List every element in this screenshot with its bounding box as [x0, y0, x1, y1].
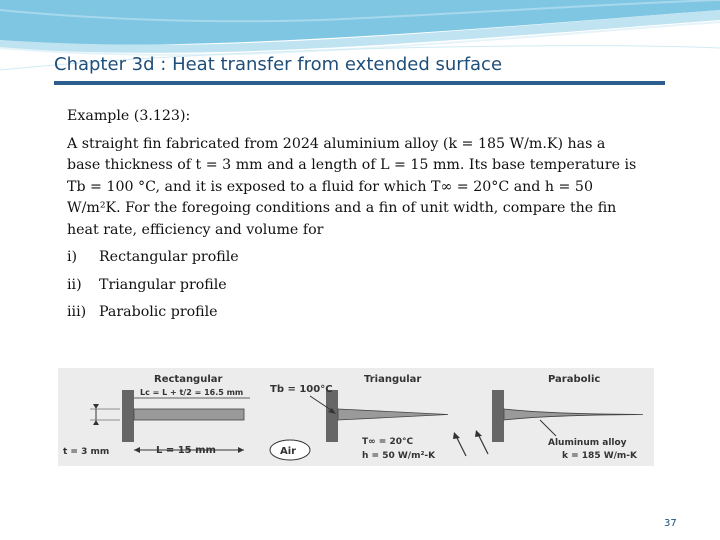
list-item — [67, 302, 637, 330]
conductivity-label: k = 185 W/m-K — [562, 451, 638, 461]
rectangular-fin-shape — [134, 409, 244, 420]
slide-body — [67, 106, 637, 330]
length-arrow-left-icon — [134, 447, 140, 453]
list-number: i) — [67, 249, 78, 265]
page-number: 37 — [664, 518, 677, 529]
alloy-pointer — [540, 420, 556, 436]
header-swoosh-decoration — [0, 0, 720, 90]
thickness-arrow-icon — [93, 420, 99, 425]
tri-fin-base-wall — [326, 390, 338, 442]
air-label: Air — [280, 446, 297, 457]
list-label: Parabolic profile — [99, 304, 218, 320]
example-heading: Example (3.123): — [67, 108, 191, 124]
convection-coeff-label: h = 50 W/m²-K — [362, 451, 436, 461]
length-arrow-right-icon — [238, 447, 244, 453]
alloy-label: Aluminum alloy — [548, 438, 627, 448]
fluid-temp-label: T∞ = 20°C — [362, 437, 414, 447]
parabolic-fin-shape — [504, 409, 643, 420]
list-number: ii) — [67, 276, 82, 293]
list-item — [67, 275, 637, 303]
list-label: Triangular profile — [99, 276, 227, 293]
flow-arrow-head-icon — [453, 432, 460, 439]
profile-list — [67, 247, 637, 330]
list-label: Rectangular profile — [99, 249, 239, 265]
triangular-label: Triangular — [364, 374, 422, 385]
thickness-label: t = 3 mm — [63, 447, 110, 457]
list-item — [67, 247, 637, 275]
title-divider — [54, 81, 665, 85]
thickness-arrow-icon — [93, 404, 99, 409]
fluid-flow-arrows-icon — [456, 434, 488, 456]
slide-title: Chapter 3d : Heat transfer from extended surface — [54, 54, 503, 75]
base-temp-label: Tb = 100°C — [270, 384, 333, 395]
problem-statement: A straight fin fabricated from 2024 aluminium alloy (k = 185 W/m.K) has a base thickness of t = 3 mm and a length of L = 15 mm. Its base temperature is Tb = 100 °C, and it is exposed to a fluid for which T∞ = 20°C and h = 50 W/m²K. For the foregoing conditions and a fin of unit width, compare the fin heat rate, efficiency and volume for — [67, 135, 637, 238]
length-label: L = 15 mm — [156, 445, 216, 456]
corrected-length-label: Lc = L + t/2 = 16.5 mm — [140, 388, 244, 397]
triangular-fin-shape — [338, 409, 448, 420]
rect-fin-base-wall — [122, 390, 134, 442]
rectangular-label: Rectangular — [154, 374, 223, 385]
flow-arrow-head-icon — [475, 430, 482, 437]
para-fin-base-wall — [492, 390, 504, 442]
fin-profiles-figure — [58, 368, 654, 466]
list-number: iii) — [67, 304, 87, 320]
parabolic-label: Parabolic — [548, 374, 601, 385]
